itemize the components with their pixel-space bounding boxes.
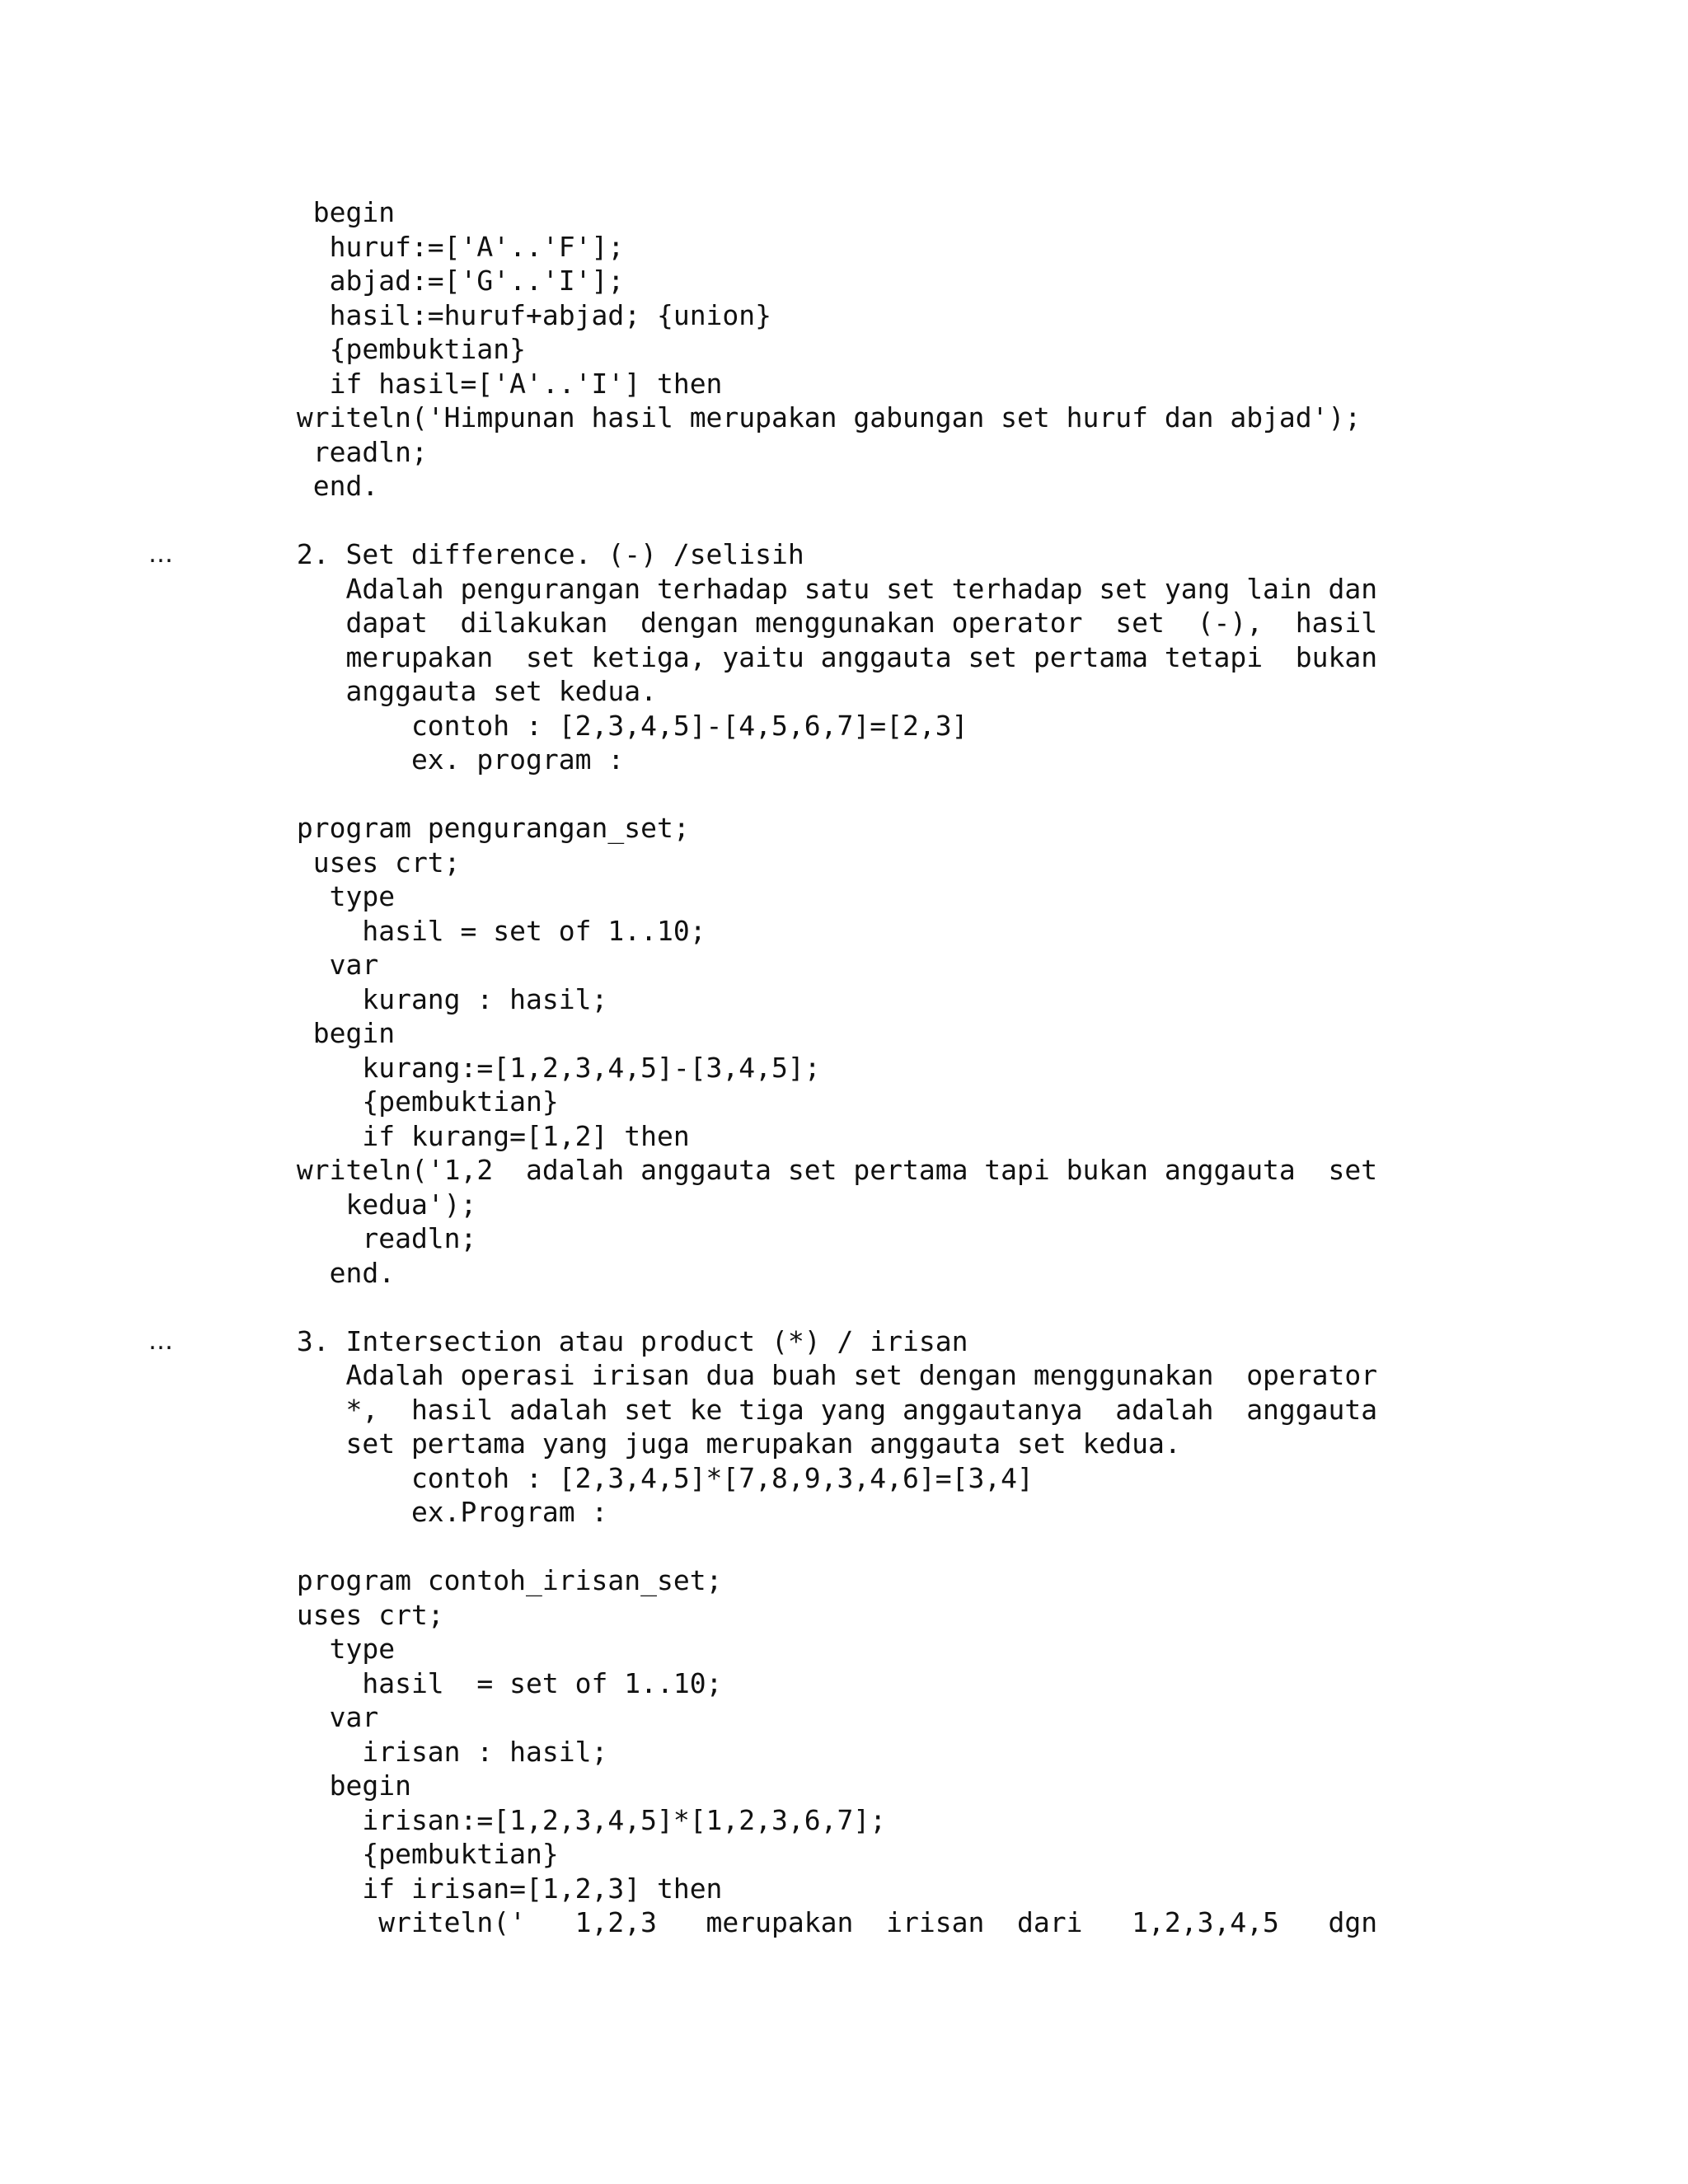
list-marker: … [148,540,173,569]
text-line: anggauta set kedua. [280,675,657,707]
text-line: contoh : [2,3,4,5]*[7,8,9,3,4,6]=[3,4] [280,1461,1034,1494]
text-line: hasil:=huruf+abjad; {union} [280,298,772,331]
text-line: var [280,1701,379,1733]
text-line: hasil = set of 1..10; [280,914,706,947]
text-line: writeln(' 1,2,3 merupakan irisan dari 1,2,3,4,5 dgn [280,1906,1378,1938]
list-marker: … [148,1326,173,1356]
text-line: {pembuktian} [280,1838,559,1870]
text-line: if irisan=[1,2,3] then [280,1872,723,1905]
text-line: program contoh_irisan_set; [280,1564,723,1596]
text-line: merupakan set ketiga, yaitu anggauta set pertama tetapi bukan [280,640,1378,673]
text-line: abjad:=['G'..'I']; [280,265,625,297]
text-line: type [280,1633,396,1665]
text-line: var [280,949,379,981]
text-line: kedua'); [280,1188,477,1221]
text-line: writeln('1,2 adalah anggauta set pertama tapi bukan anggauta set [280,1154,1378,1186]
text-line: program pengurangan_set; [280,812,690,844]
text-line: ex. program : [280,743,625,776]
text-line: dapat dilakukan dengan menggunakan operator set (-), hasil [280,607,1378,639]
text-line: if kurang=[1,2] then [280,1119,690,1152]
text-line: end. [280,1256,396,1289]
text-line: irisan:=[1,2,3,4,5]*[1,2,3,6,7]; [280,1803,887,1836]
text-line: uses crt; [280,846,461,879]
text-line: *, hasil adalah set ke tiga yang anggautanya adalah anggauta [280,1393,1378,1426]
text-line: set pertama yang juga merupakan anggauta set kedua. [280,1427,1181,1460]
text-line: if hasil=['A'..'I'] then [280,367,723,400]
text-line: kurang : hasil; [280,982,608,1015]
text-line: readln; [280,435,428,468]
text-line: 2. Set difference. (-) /selisih [280,538,804,570]
text-line: begin [280,196,396,228]
text-line: hasil = set of 1..10; [280,1666,723,1699]
text-line: begin [280,1769,411,1802]
text-line: Adalah pengurangan terhadap satu set terhadap set yang lain dan [280,572,1378,605]
text-line: {pembuktian} [280,1085,559,1118]
text-line: readln; [280,1222,477,1254]
text-line: irisan : hasil; [280,1735,608,1768]
text-line: {pembuktian} [280,333,527,365]
text-line: 3. Intersection atau product (*) / irisan [280,1324,968,1357]
text-line: Adalah operasi irisan dua buah set dengan menggunakan operator [280,1359,1378,1391]
text-line: contoh : [2,3,4,5]-[4,5,6,7]=[2,3] [280,709,968,742]
text-line: end. [280,470,379,502]
text-line: type [280,880,396,912]
text-line: begin [280,1017,396,1049]
text-line: kurang:=[1,2,3,4,5]-[3,4,5]; [280,1051,821,1084]
text-line: huruf:=['A'..'F']; [280,230,625,263]
text-line: writeln('Himpunan hasil merupakan gabungan set huruf dan abjad'); [280,401,1362,434]
text-line: uses crt; [280,1598,444,1631]
text-line: ex.Program : [280,1496,608,1528]
